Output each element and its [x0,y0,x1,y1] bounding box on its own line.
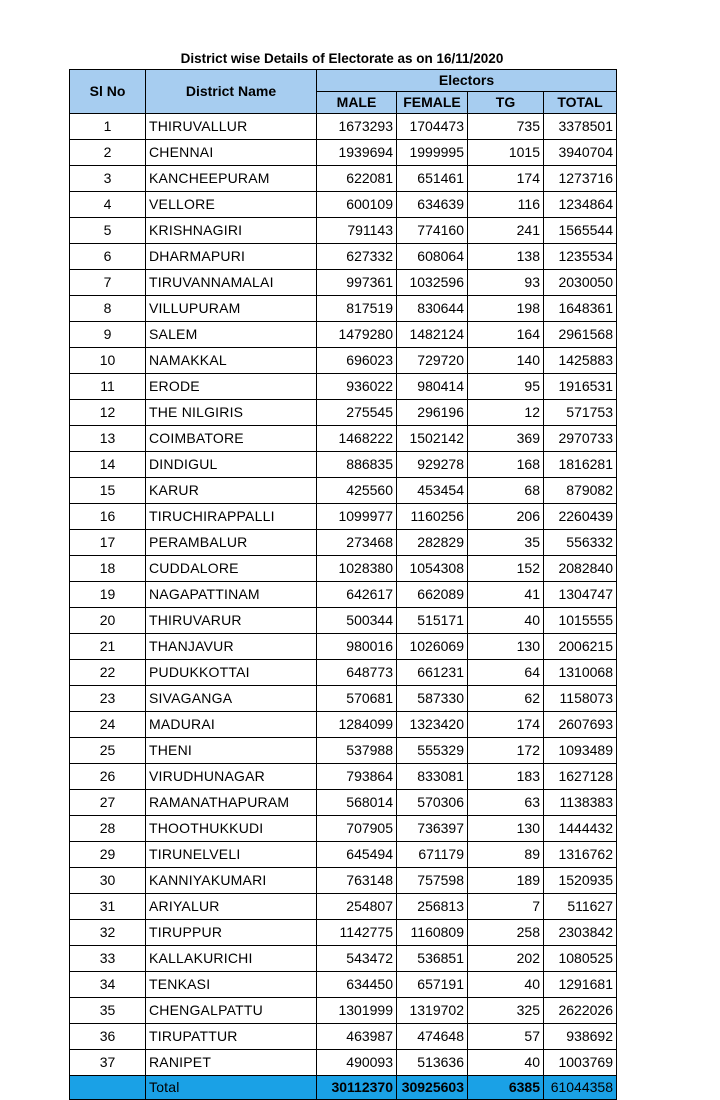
total-cell: 2030050 [544,270,617,296]
tg-cell: 241 [468,218,544,244]
total-cell: 2303842 [544,920,617,946]
table-row [70,608,617,634]
district-name-cell: KANCHEEPURAM [146,166,317,192]
district-name-cell: NAGAPATTINAM [146,582,317,608]
sl-no-cell: 33 [70,946,146,972]
sl-no-cell: 37 [70,1050,146,1076]
total-cell: 1093489 [544,738,617,764]
district-name-cell: VILLUPURAM [146,296,317,322]
male-cell: 936022 [317,374,397,400]
tg-cell: 12 [468,400,544,426]
table-row [70,764,617,790]
total-cell: 1425883 [544,348,617,374]
table-row [70,1050,617,1076]
female-cell: 929278 [397,452,468,478]
total-cell: 2961568 [544,322,617,348]
district-name-cell: THIRUVALLUR [146,114,317,140]
district-name-cell: CHENNAI [146,140,317,166]
tg-cell: 1015 [468,140,544,166]
district-name-cell: TENKASI [146,972,317,998]
tg-cell: 206 [468,504,544,530]
male-cell: 1673293 [317,114,397,140]
total-cell: 556332 [544,530,617,556]
sl-no-cell: 35 [70,998,146,1024]
male-cell: 1284099 [317,712,397,738]
female-cell: 1160256 [397,504,468,530]
sl-no-cell: 8 [70,296,146,322]
male-cell: 600109 [317,192,397,218]
male-cell: 275545 [317,400,397,426]
female-cell: 1704473 [397,114,468,140]
table-row [70,946,617,972]
table-row [70,296,617,322]
district-name-cell: DINDIGUL [146,452,317,478]
table-row [70,660,617,686]
male-cell: 627332 [317,244,397,270]
male-cell: 1479280 [317,322,397,348]
female-cell: 608064 [397,244,468,270]
female-cell: 1160809 [397,920,468,946]
total-cell: 1565544 [544,218,617,244]
table-row [70,218,617,244]
tg-cell: 95 [468,374,544,400]
tg-cell: 198 [468,296,544,322]
male-cell: 886835 [317,452,397,478]
district-name-cell: THE NILGIRIS [146,400,317,426]
tg-cell: 138 [468,244,544,270]
tg-cell: 152 [468,556,544,582]
tg-cell: 172 [468,738,544,764]
male-cell: 1028380 [317,556,397,582]
female-cell: 256813 [397,894,468,920]
tg-cell: 325 [468,998,544,1024]
table-row [70,868,617,894]
tg-cell: 369 [468,426,544,452]
table-row [70,426,617,452]
table-row [70,166,617,192]
male-cell: 793864 [317,764,397,790]
female-cell: 474648 [397,1024,468,1050]
total-male: 30112370 [317,1076,397,1100]
tg-cell: 62 [468,686,544,712]
tg-cell: 164 [468,322,544,348]
sl-no-cell: 3 [70,166,146,192]
table-row [70,452,617,478]
sl-no-cell: 19 [70,582,146,608]
district-name-cell: TIRUVANNAMALAI [146,270,317,296]
table-row [70,114,617,140]
tg-cell: 174 [468,166,544,192]
tg-cell: 35 [468,530,544,556]
male-cell: 273468 [317,530,397,556]
total-cell: 2607693 [544,712,617,738]
total-cell: 1816281 [544,452,617,478]
district-name-cell: VIRUDHUNAGAR [146,764,317,790]
table-row [70,504,617,530]
female-cell: 651461 [397,166,468,192]
female-cell: 515171 [397,608,468,634]
tg-cell: 64 [468,660,544,686]
female-cell: 1026069 [397,634,468,660]
header-tg: TG [468,92,544,114]
header-sl-no: Sl No [70,70,146,114]
district-name-cell: ARIYALUR [146,894,317,920]
female-cell: 453454 [397,478,468,504]
total-cell: 1138383 [544,790,617,816]
male-cell: 490093 [317,1050,397,1076]
table-row [70,322,617,348]
table-row [70,530,617,556]
sl-no-cell: 27 [70,790,146,816]
sl-no-cell: 16 [70,504,146,530]
tg-cell: 40 [468,1050,544,1076]
sl-no-cell: 12 [70,400,146,426]
female-cell: 634639 [397,192,468,218]
district-name-cell: SIVAGANGA [146,686,317,712]
table-row [70,634,617,660]
total-cell: 1648361 [544,296,617,322]
sl-no-cell: 9 [70,322,146,348]
tg-cell: 7 [468,894,544,920]
total-cell: 938692 [544,1024,617,1050]
sl-no-cell: 5 [70,218,146,244]
male-cell: 997361 [317,270,397,296]
male-cell: 254807 [317,894,397,920]
tg-cell: 130 [468,634,544,660]
female-cell: 282829 [397,530,468,556]
district-name-cell: TIRUNELVELI [146,842,317,868]
sl-no-cell: 32 [70,920,146,946]
tg-cell: 93 [468,270,544,296]
table-row [70,686,617,712]
district-name-cell: THOOTHUKKUDI [146,816,317,842]
district-name-cell: THANJAVUR [146,634,317,660]
table-row [70,790,617,816]
total-female: 30925603 [397,1076,468,1100]
total-cell: 1291681 [544,972,617,998]
district-name-cell: CUDDALORE [146,556,317,582]
sl-no-cell: 15 [70,478,146,504]
total-cell: 3378501 [544,114,617,140]
male-cell: 543472 [317,946,397,972]
tg-cell: 40 [468,608,544,634]
sl-no-cell: 13 [70,426,146,452]
district-name-cell: COIMBATORE [146,426,317,452]
male-cell: 707905 [317,816,397,842]
table-row [70,894,617,920]
male-cell: 1099977 [317,504,397,530]
district-name-cell: TIRUPATTUR [146,1024,317,1050]
tg-cell: 258 [468,920,544,946]
table-row [70,374,617,400]
total-cell: 1234864 [544,192,617,218]
male-cell: 1939694 [317,140,397,166]
male-cell: 634450 [317,972,397,998]
district-name-cell: KRISHNAGIRI [146,218,317,244]
female-cell: 729720 [397,348,468,374]
sl-no-cell: 24 [70,712,146,738]
female-cell: 661231 [397,660,468,686]
female-cell: 1054308 [397,556,468,582]
female-cell: 833081 [397,764,468,790]
sl-no-cell: 17 [70,530,146,556]
male-cell: 980016 [317,634,397,660]
female-cell: 513636 [397,1050,468,1076]
total-cell: 879082 [544,478,617,504]
table-row [70,270,617,296]
sl-no-cell: 6 [70,244,146,270]
male-cell: 537988 [317,738,397,764]
sl-no-cell: 1 [70,114,146,140]
table-row [70,738,617,764]
table-row [70,816,617,842]
male-cell: 570681 [317,686,397,712]
male-cell: 463987 [317,1024,397,1050]
total-cell: 2260439 [544,504,617,530]
total-cell: 1316762 [544,842,617,868]
table-row [70,998,617,1024]
female-cell: 555329 [397,738,468,764]
table-row [70,478,617,504]
header-electors: Electors [317,70,617,92]
female-cell: 671179 [397,842,468,868]
district-name-cell: KALLAKURICHI [146,946,317,972]
total-cell: 1015555 [544,608,617,634]
district-name-cell: PUDUKKOTTAI [146,660,317,686]
table-row [70,556,617,582]
total-cell: 2006215 [544,634,617,660]
tg-cell: 183 [468,764,544,790]
table-row [70,140,617,166]
total-cell: 2970733 [544,426,617,452]
district-name-cell: THIRUVARUR [146,608,317,634]
total-cell: 2622026 [544,998,617,1024]
grand-total: 61044358 [544,1076,617,1100]
table-row [70,1024,617,1050]
table-body [70,114,617,1076]
male-cell: 1301999 [317,998,397,1024]
sl-no-cell: 30 [70,868,146,894]
table-row [70,842,617,868]
total-tg: 6385 [468,1076,544,1100]
total-cell: 1158073 [544,686,617,712]
sl-no-cell: 25 [70,738,146,764]
header-female: FEMALE [397,92,468,114]
tg-cell: 41 [468,582,544,608]
tg-cell: 140 [468,348,544,374]
tg-cell: 202 [468,946,544,972]
total-cell: 1235534 [544,244,617,270]
table-row [70,348,617,374]
district-name-cell: DHARMAPURI [146,244,317,270]
male-cell: 425560 [317,478,397,504]
tg-cell: 57 [468,1024,544,1050]
district-name-cell: RANIPET [146,1050,317,1076]
male-cell: 645494 [317,842,397,868]
district-name-cell: CHENGALPATTU [146,998,317,1024]
total-label: Total [146,1076,317,1100]
female-cell: 296196 [397,400,468,426]
female-cell: 774160 [397,218,468,244]
total-cell: 1520935 [544,868,617,894]
tg-cell: 63 [468,790,544,816]
header-total: TOTAL [544,92,617,114]
electorate-table [69,69,617,1100]
table-row [70,712,617,738]
sl-no-cell: 23 [70,686,146,712]
total-cell: 3940704 [544,140,617,166]
tg-cell: 168 [468,452,544,478]
total-cell: 1916531 [544,374,617,400]
sl-no-cell: 18 [70,556,146,582]
district-name-cell: TIRUPPUR [146,920,317,946]
district-name-cell: THENI [146,738,317,764]
male-cell: 642617 [317,582,397,608]
female-cell: 1319702 [397,998,468,1024]
total-cell: 1304747 [544,582,617,608]
document-title: District wise Details of Electorate as on 16/11/2020 [180,51,504,66]
tg-cell: 735 [468,114,544,140]
male-cell: 763148 [317,868,397,894]
sl-no-cell: 4 [70,192,146,218]
total-cell: 1627128 [544,764,617,790]
total-cell: 1310068 [544,660,617,686]
total-sl-cell [70,1076,146,1100]
total-row [70,1076,617,1100]
male-cell: 696023 [317,348,397,374]
total-cell: 1080525 [544,946,617,972]
male-cell: 500344 [317,608,397,634]
tg-cell: 116 [468,192,544,218]
total-cell: 571753 [544,400,617,426]
sl-no-cell: 11 [70,374,146,400]
male-cell: 1142775 [317,920,397,946]
header-district-name: District Name [146,70,317,114]
district-name-cell: SALEM [146,322,317,348]
sl-no-cell: 36 [70,1024,146,1050]
sl-no-cell: 10 [70,348,146,374]
female-cell: 1323420 [397,712,468,738]
sl-no-cell: 20 [70,608,146,634]
female-cell: 1032596 [397,270,468,296]
district-name-cell: KARUR [146,478,317,504]
male-cell: 568014 [317,790,397,816]
female-cell: 587330 [397,686,468,712]
tg-cell: 68 [468,478,544,504]
male-cell: 791143 [317,218,397,244]
female-cell: 980414 [397,374,468,400]
male-cell: 648773 [317,660,397,686]
female-cell: 536851 [397,946,468,972]
sl-no-cell: 22 [70,660,146,686]
male-cell: 622081 [317,166,397,192]
sl-no-cell: 34 [70,972,146,998]
sl-no-cell: 2 [70,140,146,166]
male-cell: 817519 [317,296,397,322]
sl-no-cell: 26 [70,764,146,790]
district-name-cell: KANNIYAKUMARI [146,868,317,894]
male-cell: 1468222 [317,426,397,452]
sl-no-cell: 31 [70,894,146,920]
district-name-cell: RAMANATHAPURAM [146,790,317,816]
tg-cell: 130 [468,816,544,842]
female-cell: 657191 [397,972,468,998]
sl-no-cell: 7 [70,270,146,296]
female-cell: 1482124 [397,322,468,348]
total-cell: 1273716 [544,166,617,192]
district-name-cell: MADURAI [146,712,317,738]
female-cell: 570306 [397,790,468,816]
district-name-cell: VELLORE [146,192,317,218]
female-cell: 1999995 [397,140,468,166]
tg-cell: 40 [468,972,544,998]
tg-cell: 174 [468,712,544,738]
district-name-cell: ERODE [146,374,317,400]
total-cell: 2082840 [544,556,617,582]
table-row [70,972,617,998]
table-row [70,192,617,218]
table-row [70,920,617,946]
female-cell: 736397 [397,816,468,842]
district-name-cell: PERAMBALUR [146,530,317,556]
table-row [70,400,617,426]
tg-cell: 189 [468,868,544,894]
sl-no-cell: 21 [70,634,146,660]
district-name-cell: TIRUCHIRAPPALLI [146,504,317,530]
female-cell: 757598 [397,868,468,894]
sl-no-cell: 14 [70,452,146,478]
table-row [70,582,617,608]
total-cell: 1003769 [544,1050,617,1076]
district-name-cell: NAMAKKAL [146,348,317,374]
sl-no-cell: 28 [70,816,146,842]
header-male: MALE [317,92,397,114]
female-cell: 662089 [397,582,468,608]
total-cell: 1444432 [544,816,617,842]
female-cell: 1502142 [397,426,468,452]
table-row [70,244,617,270]
sl-no-cell: 29 [70,842,146,868]
tg-cell: 89 [468,842,544,868]
table-footer [70,1076,617,1100]
female-cell: 830644 [397,296,468,322]
table-header [70,70,617,114]
total-cell: 511627 [544,894,617,920]
